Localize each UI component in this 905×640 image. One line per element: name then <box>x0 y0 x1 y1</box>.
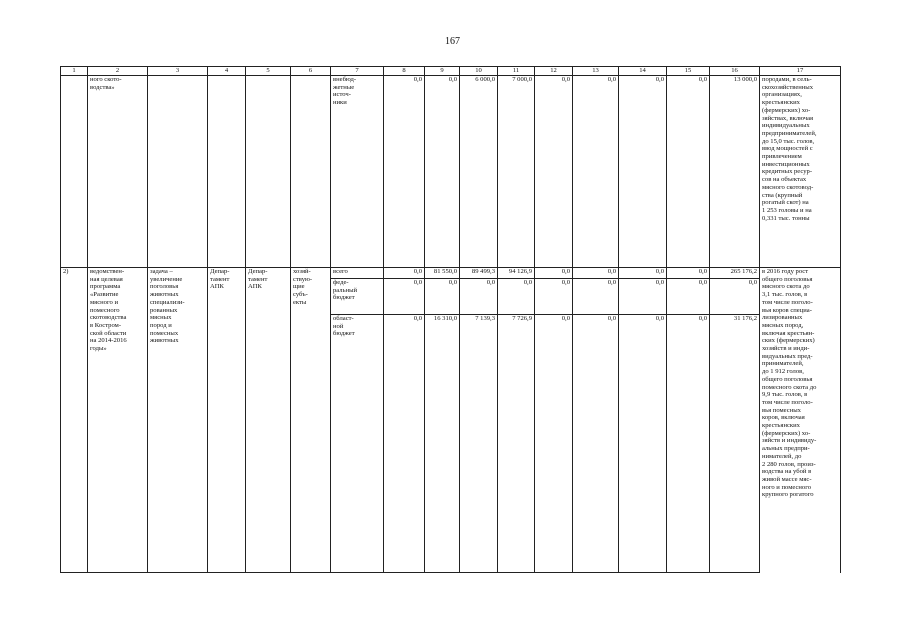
sub2-val-14: 0,0 <box>619 315 667 573</box>
sub2-val-9: 16 310,0 <box>425 315 460 573</box>
cont-result-line: породами, в сель- <box>762 76 812 83</box>
participants-line: хозяй- <box>293 268 311 275</box>
result-line: водства на убой в <box>762 468 812 476</box>
sub1-val-11: 0,0 <box>498 279 535 315</box>
source-federal-line: ральный <box>333 286 358 294</box>
source-regional-line: област- <box>333 315 354 322</box>
cont-c3 <box>148 76 208 268</box>
task-line: специализи- <box>150 298 185 306</box>
result-line: 2 280 голов, произ- <box>762 460 816 468</box>
result-line: зяйств и индивиду- <box>762 437 817 445</box>
header-cell-1: 1 <box>61 67 88 76</box>
cont-val-15: 0,0 <box>667 76 710 268</box>
result-line: том числе поголо- <box>762 398 813 406</box>
result-line: живой массе мяс- <box>762 475 812 483</box>
header-cell-5: 5 <box>246 67 291 76</box>
source-total-line: всего <box>333 268 348 275</box>
cont-program-line: водства» <box>90 83 115 91</box>
header-cell-6: 6 <box>291 67 331 76</box>
row2-coexecutor <box>246 268 291 573</box>
task-line: мясных <box>150 314 172 322</box>
sub0-val-9: 81 550,0 <box>425 268 460 279</box>
cont-result-line: привлечением <box>762 153 802 161</box>
executor-line: Депар- <box>210 268 230 275</box>
cont-result-line: рогатый скот) на <box>762 199 809 207</box>
result-line: крестьянских <box>762 422 800 430</box>
result-line: альных предпри- <box>762 445 810 453</box>
header-cell-13: 13 <box>573 67 619 76</box>
program-name-line: «Развитие <box>90 291 119 299</box>
cont-result-line: предпринимателей, <box>762 129 817 137</box>
sub1-label <box>331 279 384 315</box>
participants-line: щие <box>293 283 305 291</box>
cont-result-line: сов на объектах <box>762 176 807 184</box>
executor-line: АПК <box>210 283 224 291</box>
result-line: (фермерских) хо- <box>762 429 811 437</box>
cont-source-line: внебюд- <box>333 76 357 83</box>
cont-c17 <box>760 76 841 268</box>
cont-source-line: жетные <box>333 83 355 91</box>
header-cell-3: 3 <box>148 67 208 76</box>
sub1-val-8: 0,0 <box>384 279 425 315</box>
sub0-val-16: 265 176,2 <box>710 268 760 279</box>
sub2-val-15: 0,0 <box>667 315 710 573</box>
header-cell-17: 17 <box>760 67 841 76</box>
cont-result-line: (фермерских) хо- <box>762 106 811 114</box>
source-regional-line: ной <box>333 322 344 330</box>
cont-result-line: 0,331 тыс. тонны <box>762 214 810 222</box>
program-name-line: на 2014-2016 <box>90 337 127 345</box>
result-line: до 1 912 голов, <box>762 368 804 376</box>
program-name-line: ской области <box>90 329 127 337</box>
continuation-row <box>61 76 841 268</box>
sub1-val-15: 0,0 <box>667 279 710 315</box>
sub0-val-14: 0,0 <box>619 268 667 279</box>
cont-result-line: 1 253 головы и на <box>762 206 812 214</box>
sub2-val-8: 0,0 <box>384 315 425 573</box>
result-line: видуальных пред- <box>762 352 813 360</box>
result-line: мясного скота до <box>762 283 810 291</box>
result-line: принимателей, <box>762 360 804 368</box>
row2-total <box>61 268 841 279</box>
header-cell-15: 15 <box>667 67 710 76</box>
result-line: ских (фермерских) <box>762 337 815 345</box>
page-number: 167 <box>445 36 460 47</box>
coexecutor-line: АПК <box>248 283 262 291</box>
program-table <box>60 66 841 573</box>
cont-c5 <box>246 76 291 268</box>
cont-result-line: индивидуальных <box>762 122 810 130</box>
program-name-line: ная целевая <box>90 275 123 283</box>
sub1-val-12: 0,0 <box>535 279 573 315</box>
source-federal-line: бюджет <box>333 294 355 302</box>
task-line: помесных <box>150 329 179 337</box>
cont-c2 <box>88 76 148 268</box>
sub2-label <box>331 315 384 573</box>
row2-number: 2) <box>61 268 88 573</box>
row2-participants <box>291 268 331 573</box>
cont-program-line: ного ското- <box>90 76 122 83</box>
result-line: вья коров специа- <box>762 306 812 314</box>
header-cell-7: 7 <box>331 67 384 76</box>
cont-c4 <box>208 76 246 268</box>
cont-source-line: ники <box>333 99 347 107</box>
sub1-val-9: 0,0 <box>425 279 460 315</box>
result-line: помесного скота до <box>762 383 817 391</box>
result-line: том числе поголо- <box>762 298 813 306</box>
result-line: нимателей, до <box>762 452 802 460</box>
sub1-val-10: 0,0 <box>460 279 498 315</box>
result-line: 3,1 тыс. голов, в <box>762 291 808 299</box>
sub0-val-13: 0,0 <box>573 268 619 279</box>
participants-line: екты <box>293 298 307 306</box>
sub1-val-16: 0,0 <box>710 279 760 315</box>
sub1-val-13: 0,0 <box>573 279 619 315</box>
program-name-line: мясного и <box>90 298 118 306</box>
cont-result-line: до 15,0 тыс. голов, <box>762 137 815 145</box>
cont-source-line: источ- <box>333 91 351 99</box>
task-line: животных <box>150 337 179 345</box>
program-name-line: в Костром- <box>90 321 122 329</box>
cont-val-13: 0,0 <box>573 76 619 268</box>
result-line: общего поголовья <box>762 275 813 283</box>
cont-result-line: организациях, <box>762 91 802 99</box>
sub2-val-13: 0,0 <box>573 315 619 573</box>
header-cell-12: 12 <box>535 67 573 76</box>
cont-result-line: мясного скотовод- <box>762 183 814 191</box>
sub2-val-10: 7 139,3 <box>460 315 498 573</box>
program-name-line: годы» <box>90 345 107 353</box>
task-line: пород и <box>150 321 172 329</box>
header-cell-9: 9 <box>425 67 460 76</box>
cont-c1 <box>61 76 88 268</box>
result-line: общего поголовья <box>762 375 813 383</box>
program-name-line: помесного <box>90 306 120 314</box>
header-cell-2: 2 <box>88 67 148 76</box>
task-line: увеличение <box>150 275 183 283</box>
task-line: поголовья <box>150 283 179 291</box>
sub0-val-10: 89 499,3 <box>460 268 498 279</box>
cont-val-10: 6 000,0 <box>460 76 498 268</box>
header-cell-11: 11 <box>498 67 535 76</box>
sub0-val-11: 94 126,9 <box>498 268 535 279</box>
coexecutor-line: тамент <box>248 275 268 283</box>
source-federal-line: феде- <box>333 279 349 286</box>
header-cell-14: 14 <box>619 67 667 76</box>
participants-line: ствую- <box>293 275 313 283</box>
row2-program <box>88 268 148 573</box>
sub2-val-12: 0,0 <box>535 315 573 573</box>
sub0-val-12: 0,0 <box>535 268 573 279</box>
result-line: мясных пород, <box>762 321 804 329</box>
coexecutor-line: Депар- <box>248 268 268 275</box>
cont-val-14: 0,0 <box>619 76 667 268</box>
sub0-val-15: 0,0 <box>667 268 710 279</box>
row2-result <box>760 268 841 573</box>
result-line: в 2016 году рост <box>762 268 809 275</box>
cont-result-line: кредитных ресур- <box>762 168 813 176</box>
result-line: хозяйств и инди- <box>762 345 810 353</box>
header-cell-4: 4 <box>208 67 246 76</box>
result-line: коров, включая <box>762 414 805 422</box>
result-line: ного и помесного <box>762 483 812 491</box>
row2-task <box>148 268 208 573</box>
cont-result-line: зяйствах, включая <box>762 114 814 122</box>
header-row <box>61 67 841 76</box>
cont-result-line: ства (крупный <box>762 191 803 199</box>
cont-val-8: 0,0 <box>384 76 425 268</box>
cont-val-16: 13 000,0 <box>710 76 760 268</box>
program-name-line: программа <box>90 283 121 291</box>
sub1-val-14: 0,0 <box>619 279 667 315</box>
cont-val-9: 0,0 <box>425 76 460 268</box>
cont-c6 <box>291 76 331 268</box>
program-name-line: ведомствен- <box>90 268 125 275</box>
cont-result-line: крестьянских <box>762 99 800 107</box>
sub0-val-8: 0,0 <box>384 268 425 279</box>
header-cell-8: 8 <box>384 67 425 76</box>
source-regional-line: бюджет <box>333 330 355 338</box>
cont-result-line: скохозяйственных <box>762 83 814 91</box>
task-line: задача – <box>150 268 173 275</box>
result-line: 9,9 тыс. голов, в <box>762 391 808 399</box>
cont-result-line: инвестиционных <box>762 160 810 168</box>
result-line: вья помесных <box>762 406 801 414</box>
cont-val-12: 0,0 <box>535 76 573 268</box>
row2-executor <box>208 268 246 573</box>
result-line: включая крестьян- <box>762 329 815 337</box>
cont-c7 <box>331 76 384 268</box>
program-name-line: скотоводства <box>90 314 127 322</box>
cont-result-line: ввод мощностей с <box>762 145 813 153</box>
executor-line: тамент <box>210 275 230 283</box>
task-line: рованных <box>150 306 178 314</box>
header-cell-16: 16 <box>710 67 760 76</box>
header-cell-10: 10 <box>460 67 498 76</box>
cont-val-11: 7 000,0 <box>498 76 535 268</box>
task-line: животных <box>150 291 179 299</box>
sub0-label <box>331 268 384 279</box>
result-line: лизированных <box>762 314 803 322</box>
participants-line: субъ- <box>293 291 308 299</box>
result-line: крупного рогатого <box>762 491 814 499</box>
sub2-val-16: 31 176,2 <box>710 315 760 573</box>
sub2-val-11: 7 726,9 <box>498 315 535 573</box>
